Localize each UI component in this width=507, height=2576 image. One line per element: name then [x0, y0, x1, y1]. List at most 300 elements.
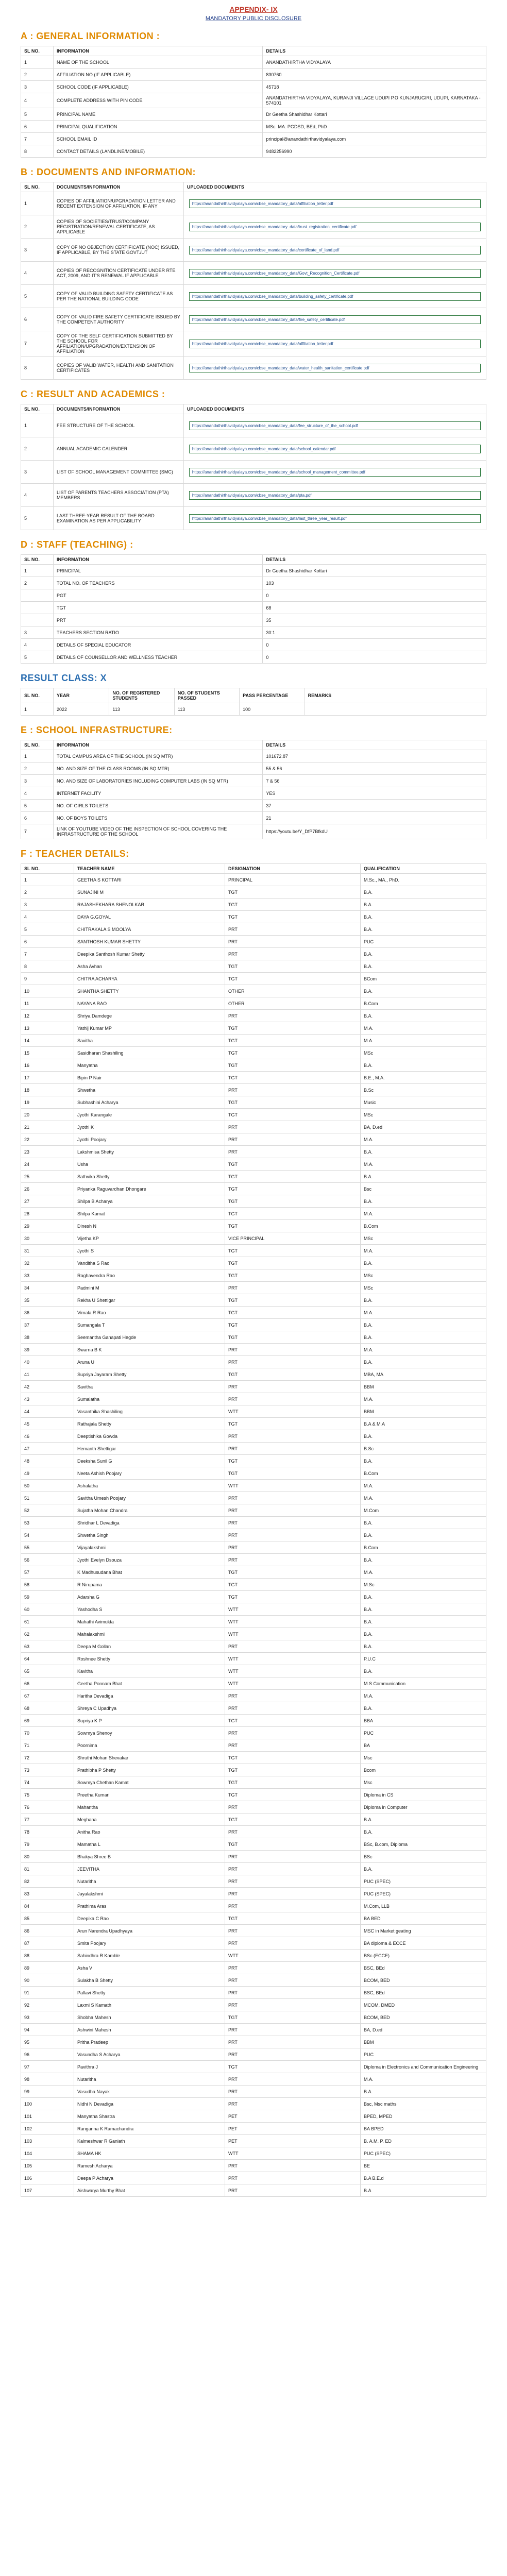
table-row [21, 899, 486, 911]
col-header: PASS PERCENTAGE [240, 688, 305, 703]
table-cell: Shriya Damdege [74, 1010, 225, 1022]
table-cell: 52 [21, 1504, 74, 1517]
table-row [21, 93, 486, 108]
table-cell: TGT [225, 911, 361, 923]
table-cell: PRT [225, 2036, 361, 2048]
table-cell: TGT [225, 1047, 361, 1059]
table-cell: TGT [225, 1183, 361, 1195]
table-row [21, 1702, 486, 1715]
table-cell: PRT [225, 1121, 361, 1133]
table-cell: 27 [21, 1195, 74, 1208]
table-row [21, 589, 486, 602]
table-cell: RAJASHEKHARA SHENOLKAR [74, 899, 225, 911]
table-row [21, 1245, 486, 1257]
table-cell: WTT [225, 2147, 361, 2160]
table-cell: 4 [21, 93, 54, 108]
table-cell: Vijetha KP [74, 1232, 225, 1245]
table-cell: Vijayalakshmi [74, 1541, 225, 1554]
table-cell: Adarsha G [74, 1591, 225, 1603]
table-cell [183, 192, 486, 215]
table-cell: TGT [225, 1368, 361, 1381]
table-cell: Deeptishika Gowda [74, 1430, 225, 1443]
table-cell: 39 [21, 1344, 74, 1356]
table-cell: 3 [21, 626, 54, 639]
table-cell: B.A. [361, 1455, 486, 1467]
table-cell: Jyothi Karangale [74, 1109, 225, 1121]
table-row [21, 973, 486, 985]
table-cell: Jyothi Evelyn Dsouza [74, 1554, 225, 1566]
table-cell [21, 589, 54, 602]
document-link[interactable]: https://anandathirthavidyalaya.com/cbse_mandatory_data/last_three_year_result.pdf [189, 514, 481, 523]
table-cell: Sujatha Mohan Chandra [74, 1504, 225, 1517]
table-row [21, 1294, 486, 1307]
col-header: SL NO. [21, 688, 54, 703]
table-cell: B.A. [361, 1628, 486, 1640]
table-cell: M.A. [361, 1133, 486, 1146]
table-cell: 55 [21, 1541, 74, 1554]
table-cell: principal@anandathirthavidyalaya.com [263, 133, 486, 145]
table-cell: Shilpa B Acharya [74, 1195, 225, 1208]
table-cell: B.A. [361, 1517, 486, 1529]
table-cell: Music [361, 1096, 486, 1109]
table-cell [21, 614, 54, 626]
table-cell: 60 [21, 1603, 74, 1616]
table-cell: M.A. [361, 1566, 486, 1579]
table-row [21, 1331, 486, 1344]
table-cell: TGT [225, 1022, 361, 1035]
table-cell: Subhashini Acharya [74, 1096, 225, 1109]
table-cell: PRINCIPAL QUALIFICATION [54, 121, 263, 133]
document-link[interactable]: https://anandathirthavidyalaya.com/cbse_mandatory_data/fee_structure_of_the_school.pdf [189, 421, 481, 430]
table-cell: Seemantha Ganapati Hegde [74, 1331, 225, 1344]
table-cell: PUC (SPEC) [361, 2147, 486, 2160]
table-cell: B.A. [361, 1814, 486, 1826]
table-cell: Dinesh N [74, 1220, 225, 1232]
table-cell: B.Sc [361, 1443, 486, 1455]
table-cell: PRT [225, 2098, 361, 2110]
table-cell: MSc. MA. PGDSD, BEd, PhD [263, 121, 486, 133]
teacher-table [21, 863, 486, 2197]
table-cell: 67 [21, 1690, 74, 1702]
table-row [21, 2147, 486, 2160]
table-cell: 2 [21, 886, 74, 899]
table-cell: 70 [21, 1727, 74, 1739]
table-cell: Poornima [74, 1739, 225, 1752]
table-cell: B.A. [361, 1702, 486, 1715]
table-cell: 6 [21, 812, 54, 824]
table-row [21, 1999, 486, 2011]
table-cell: 63 [21, 1640, 74, 1653]
table-cell: 0 [263, 651, 486, 664]
table-cell: 30 [21, 1232, 74, 1245]
table-cell: 47 [21, 1443, 74, 1455]
table-row [21, 800, 486, 812]
table-cell: 1 [21, 414, 54, 437]
table-cell: M.A. [361, 1492, 486, 1504]
table-cell: NO. AND SIZE OF LABORATORIES INCLUDING COMPUTER LABS (IN SQ MTR) [54, 775, 263, 787]
table-row [21, 1529, 486, 1541]
table-row [21, 215, 486, 239]
table-cell: NAYANA RAO [74, 997, 225, 1010]
table-row [21, 285, 486, 308]
table-row [21, 133, 486, 145]
table-cell: 7 [21, 133, 54, 145]
table-row [21, 1690, 486, 1702]
table-cell: Hemanth Shettigar [74, 1443, 225, 1455]
table-cell: COPY OF VALID FIRE SAFETY CERTIFICATE ISSUED BY THE COMPETENT AUTHORITY [54, 308, 184, 331]
table-cell: 21 [263, 812, 486, 824]
table-row [21, 565, 486, 577]
table-cell: 84 [21, 1900, 74, 1912]
table-cell: Rekha U Shettigar [74, 1294, 225, 1307]
table-row [21, 108, 486, 121]
table-row [21, 1801, 486, 1814]
result-table [21, 404, 486, 530]
table-cell: Laxmi S Kamath [74, 1999, 225, 2011]
table-cell: B.A. [361, 960, 486, 973]
document-link[interactable]: https://anandathirthavidyalaya.com/cbse_mandatory_data/Govt_Recognition_Certificate.pdf [189, 269, 481, 278]
table-row [21, 1888, 486, 1900]
table-cell: WTT [225, 1480, 361, 1492]
table-cell: 30:1 [263, 626, 486, 639]
table-row [21, 2048, 486, 2061]
table-cell: B.A. [361, 1616, 486, 1628]
table-cell: Sasidharan Shashiling [74, 1047, 225, 1059]
section-result-title: C : RESULT AND ACADEMICS : [21, 389, 165, 399]
table-header-row [21, 688, 486, 703]
col-header: NO. OF STUDENTS PASSED [174, 688, 239, 703]
table-cell: COPIES OF AFFILIATION/UPGRADATION LETTER AND RECENT EXTENSION OF AFFILIATION, IF ANY [54, 192, 184, 215]
table-cell: 54 [21, 1529, 74, 1541]
document-link[interactable]: https://anandathirthavidyalaya.com/cbse_mandatory_data/fire_safety_certificate.pdf [189, 315, 481, 324]
table-row [21, 787, 486, 800]
table-row [21, 1146, 486, 1158]
infra-table [21, 740, 486, 839]
table-cell: TGT [225, 1257, 361, 1269]
table-cell: 68 [21, 1702, 74, 1715]
table-cell: PRT [225, 1974, 361, 1987]
table-cell: PUC [361, 936, 486, 948]
table-cell: 19 [21, 1096, 74, 1109]
table-cell: ANNUAL ACADEMIC CALENDER [54, 437, 184, 461]
table-cell: PUC (SPEC) [361, 1875, 486, 1888]
table-cell: B.A [361, 2184, 486, 2197]
table-cell: PRT [225, 1554, 361, 1566]
table-cell: BA, D.ed [361, 1121, 486, 1133]
table-cell: BCOM, BED [361, 1974, 486, 1987]
table-row [21, 1133, 486, 1146]
table-header-row [21, 46, 486, 56]
table-row [21, 1554, 486, 1566]
table-cell: 5 [21, 651, 54, 664]
table-cell: 12 [21, 1010, 74, 1022]
table-cell: SHANTHA SHETTY [74, 985, 225, 997]
document-link[interactable]: https://anandathirthavidyalaya.com/cbse_mandatory_data/building_safety_certificate.pdf [189, 292, 481, 301]
table-row [21, 1307, 486, 1319]
document-link[interactable]: https://anandathirthavidyalaya.com/cbse_mandatory_data/school_calendar.pdf [189, 445, 481, 453]
table-cell: M.A. [361, 1158, 486, 1171]
table-cell: 101 [21, 2110, 74, 2123]
col-header: YEAR [54, 688, 109, 703]
table-cell [183, 308, 486, 331]
table-cell: Deepika Santhosh Kumar Shetty [74, 948, 225, 960]
table-cell: 96 [21, 2048, 74, 2061]
table-cell: Mamatha L [74, 1838, 225, 1851]
table-row [21, 308, 486, 331]
table-cell: PRT [225, 2024, 361, 2036]
table-cell: LIST OF SCHOOL MANAGEMENT COMMITTEE (SMC) [54, 461, 184, 484]
col-header: UPLOADED DOCUMENTS [183, 182, 486, 192]
table-cell: Ranganna K Ramachandra [74, 2123, 225, 2135]
table-cell: Nidhi N Devadiga [74, 2098, 225, 2110]
table-cell: PGT [54, 589, 263, 602]
table-cell: B.A. [361, 1059, 486, 1072]
table-cell: Pritha Pradeep [74, 2036, 225, 2048]
table-row [21, 121, 486, 133]
table-cell: PRT [225, 1282, 361, 1294]
table-cell: BE [361, 2160, 486, 2172]
table-row [21, 2036, 486, 2048]
table-cell: 87 [21, 1937, 74, 1950]
table-cell: Sumalatha [74, 1393, 225, 1405]
table-cell: PRT [225, 1443, 361, 1455]
table-cell: 88 [21, 1950, 74, 1962]
col-header: SL NO. [21, 555, 54, 565]
table-cell: SCHOOL EMAIL ID [54, 133, 263, 145]
table-row [21, 145, 486, 158]
table-cell: M.A. [361, 1480, 486, 1492]
table-cell: Diploma in CS [361, 1789, 486, 1801]
col-header: DETAILS [263, 740, 486, 750]
table-row [21, 1962, 486, 1974]
table-cell: B.A. [361, 1146, 486, 1158]
table-row [21, 2098, 486, 2110]
table-cell: 28 [21, 1208, 74, 1220]
table-cell: TGT [225, 1764, 361, 1776]
table-cell: 43 [21, 1393, 74, 1405]
table-row [21, 1022, 486, 1035]
table-row [21, 775, 486, 787]
col-header: DETAILS [263, 555, 486, 565]
table-row [21, 626, 486, 639]
table-cell: Smita Poojary [74, 1937, 225, 1950]
table-cell: TGT [225, 1418, 361, 1430]
table-cell: B.A. [361, 899, 486, 911]
table-cell: PUC (SPEC) [361, 1888, 486, 1900]
table-cell: B. A.M. P. ED [361, 2135, 486, 2147]
table-cell: 8 [21, 960, 74, 973]
table-row [21, 1010, 486, 1022]
table-row [21, 1195, 486, 1208]
table-cell: 65 [21, 1665, 74, 1677]
table-cell [183, 239, 486, 262]
table-cell: TGT [225, 1294, 361, 1307]
table-cell: Diploma in Electronics and Communication Engineering [361, 2061, 486, 2073]
table-cell: INTERNET FACILITY [54, 787, 263, 800]
document-link[interactable]: https://anandathirthavidyalaya.com/cbse_mandatory_data/affiliation_letter.pdf [189, 199, 481, 208]
table-cell: M.Com [361, 1504, 486, 1517]
table-cell: 34 [21, 1282, 74, 1294]
table-header-row [21, 404, 486, 414]
table-row [21, 948, 486, 960]
table-cell: WTT [225, 1950, 361, 1962]
table-cell: Nutaritha [74, 1875, 225, 1888]
table-row [21, 461, 486, 484]
document-link[interactable]: https://anandathirthavidyalaya.com/cbse_mandatory_data/trust_registration_certificate.pdf [189, 223, 481, 231]
table-row [21, 1665, 486, 1677]
table-cell: 42 [21, 1381, 74, 1393]
table-cell [183, 331, 486, 357]
table-cell: 14 [21, 1035, 74, 1047]
general-body [21, 56, 486, 158]
table-cell: 105 [21, 2160, 74, 2172]
table-cell: 11 [21, 997, 74, 1010]
table-cell: B.A. [361, 1356, 486, 1368]
table-cell: Vasudha Nayak [74, 2086, 225, 2098]
table-cell: NAME OF THE SCHOOL [54, 56, 263, 69]
table-cell: M.A. [361, 1245, 486, 1257]
table-row [21, 1084, 486, 1096]
table-cell: 106 [21, 2172, 74, 2184]
table-cell: 104 [21, 2147, 74, 2160]
table-row [21, 1480, 486, 1492]
table-row [21, 1987, 486, 1999]
table-cell: 62 [21, 1628, 74, 1640]
table-cell: Savitha Umesh Poojary [74, 1492, 225, 1504]
table-cell: 2 [21, 577, 54, 589]
table-cell: TGT [225, 1814, 361, 1826]
table-cell: 64 [21, 1653, 74, 1665]
document-link[interactable]: https://anandathirthavidyalaya.com/cbse_mandatory_data/affiliation_letter.pdf [189, 340, 481, 348]
table-cell: 38 [21, 1331, 74, 1344]
table-cell: TGT [225, 1838, 361, 1851]
table-row [21, 1405, 486, 1418]
table-cell: 29 [21, 1220, 74, 1232]
table-cell: PRT [225, 2184, 361, 2197]
table-cell: 21 [21, 1121, 74, 1133]
table-cell: 6 [21, 308, 54, 331]
table-cell: 56 [21, 1554, 74, 1566]
table-cell: 1 [21, 874, 74, 886]
table-cell: PRT [225, 2160, 361, 2172]
table-cell: Dr Geetha Shashidhar Kottari [263, 108, 486, 121]
document-link[interactable]: https://anandathirthavidyalaya.com/cbse_mandatory_data/school_management_committee.pdf [189, 468, 481, 477]
table-cell: PRT [225, 1529, 361, 1541]
table-cell: COPIES OF VALID WATER, HEALTH AND SANITATION CERTIFICATES [54, 357, 184, 380]
staff-table [21, 554, 486, 664]
table-cell: 107 [21, 2184, 74, 2197]
table-row [21, 437, 486, 461]
table-row [21, 239, 486, 262]
table-cell: 75 [21, 1789, 74, 1801]
table-cell: BSC, BEd [361, 1987, 486, 1999]
table-row [21, 985, 486, 997]
table-cell: TGT [225, 2011, 361, 2024]
table-cell: B.A. [361, 1430, 486, 1443]
table-cell: BSC, BEd [361, 1962, 486, 1974]
table-cell: PRT [225, 1010, 361, 1022]
table-cell: Asha Avhan [74, 960, 225, 973]
table-cell: PRT [225, 1084, 361, 1096]
table-cell: 4 [21, 787, 54, 800]
table-cell: 91 [21, 1987, 74, 1999]
table-cell: B.A. [361, 985, 486, 997]
table-cell: Neeta Ashish Poojary [74, 1467, 225, 1480]
table-cell: Anitha Rao [74, 1826, 225, 1838]
table-cell: PRT [225, 2073, 361, 2086]
table-cell: PRT [225, 936, 361, 948]
table-row [21, 886, 486, 899]
table-cell: PET [225, 2135, 361, 2147]
table-cell: NO. OF GIRLS TOILETS [54, 800, 263, 812]
table-row [21, 2184, 486, 2197]
table-cell: 3 [21, 461, 54, 484]
table-row [21, 1603, 486, 1616]
table-row [21, 2123, 486, 2135]
document-link[interactable]: https://anandathirthavidyalaya.com/cbse_mandatory_data/pta.pdf [189, 491, 481, 500]
table-cell: Yashodha S [74, 1603, 225, 1616]
table-cell: TGT [225, 1269, 361, 1282]
table-cell: TGT [225, 1752, 361, 1764]
table-cell: 37 [263, 800, 486, 812]
col-header: NO. OF REGISTERED STUDENTS [109, 688, 174, 703]
document-link[interactable]: https://anandathirthavidyalaya.com/cbse_mandatory_data/certificate_of_land.pdf [189, 246, 481, 255]
table-cell: B.A. [361, 1826, 486, 1838]
table-row [21, 2073, 486, 2086]
table-cell: B.Sc [361, 1084, 486, 1096]
table-cell: CONTACT DETAILS (LANDLINE/MOBILE) [54, 145, 263, 158]
table-cell: Bsc, Msc maths [361, 2098, 486, 2110]
col-header: INFORMATION [54, 555, 263, 565]
table-row [21, 2086, 486, 2098]
table-cell: TOTAL CAMPUS AREA OF THE SCHOOL (IN SQ MTR) [54, 750, 263, 762]
table-cell: TGT [225, 1566, 361, 1579]
table-cell: Arun Narendra Upadhyaya [74, 1925, 225, 1937]
table-cell: 45 [21, 1418, 74, 1430]
table-cell: PRINCIPAL NAME [54, 108, 263, 121]
table-cell: WTT [225, 1616, 361, 1628]
table-cell: TGT [54, 602, 263, 614]
table-cell: B.Com [361, 1220, 486, 1232]
table-cell: 82 [21, 1875, 74, 1888]
table-cell: PRT [225, 1356, 361, 1368]
table-cell: 51 [21, 1492, 74, 1504]
table-row [21, 1950, 486, 1962]
table-cell: Asha V [74, 1962, 225, 1974]
table-row [21, 1121, 486, 1133]
result-body [21, 414, 486, 530]
table-row [21, 1492, 486, 1504]
table-cell: PRT [225, 1826, 361, 1838]
table-cell: Aishwarya Murthy Bhat [74, 2184, 225, 2197]
table-cell: MCOM, DMED [361, 1999, 486, 2011]
table-row [21, 192, 486, 215]
table-cell: Shilpa Kamat [74, 1208, 225, 1220]
table-header-row [21, 555, 486, 565]
table-row [21, 2061, 486, 2073]
table-cell: COMPLETE ADDRESS WITH PIN CODE [54, 93, 263, 108]
document-link[interactable]: https://anandathirthavidyalaya.com/cbse_mandatory_data/water_health_sanitation_certificate.pdf [189, 364, 481, 372]
table-cell: TGT [225, 1331, 361, 1344]
table-cell: 85 [21, 1912, 74, 1925]
table-header-row [21, 864, 486, 874]
table-cell: Yathij Kumar MP [74, 1022, 225, 1035]
table-cell: PRT [225, 1393, 361, 1405]
table-row [21, 1455, 486, 1467]
table-cell: PRT [225, 1987, 361, 1999]
table-cell: 4 [21, 484, 54, 507]
table-cell: 78 [21, 1826, 74, 1838]
